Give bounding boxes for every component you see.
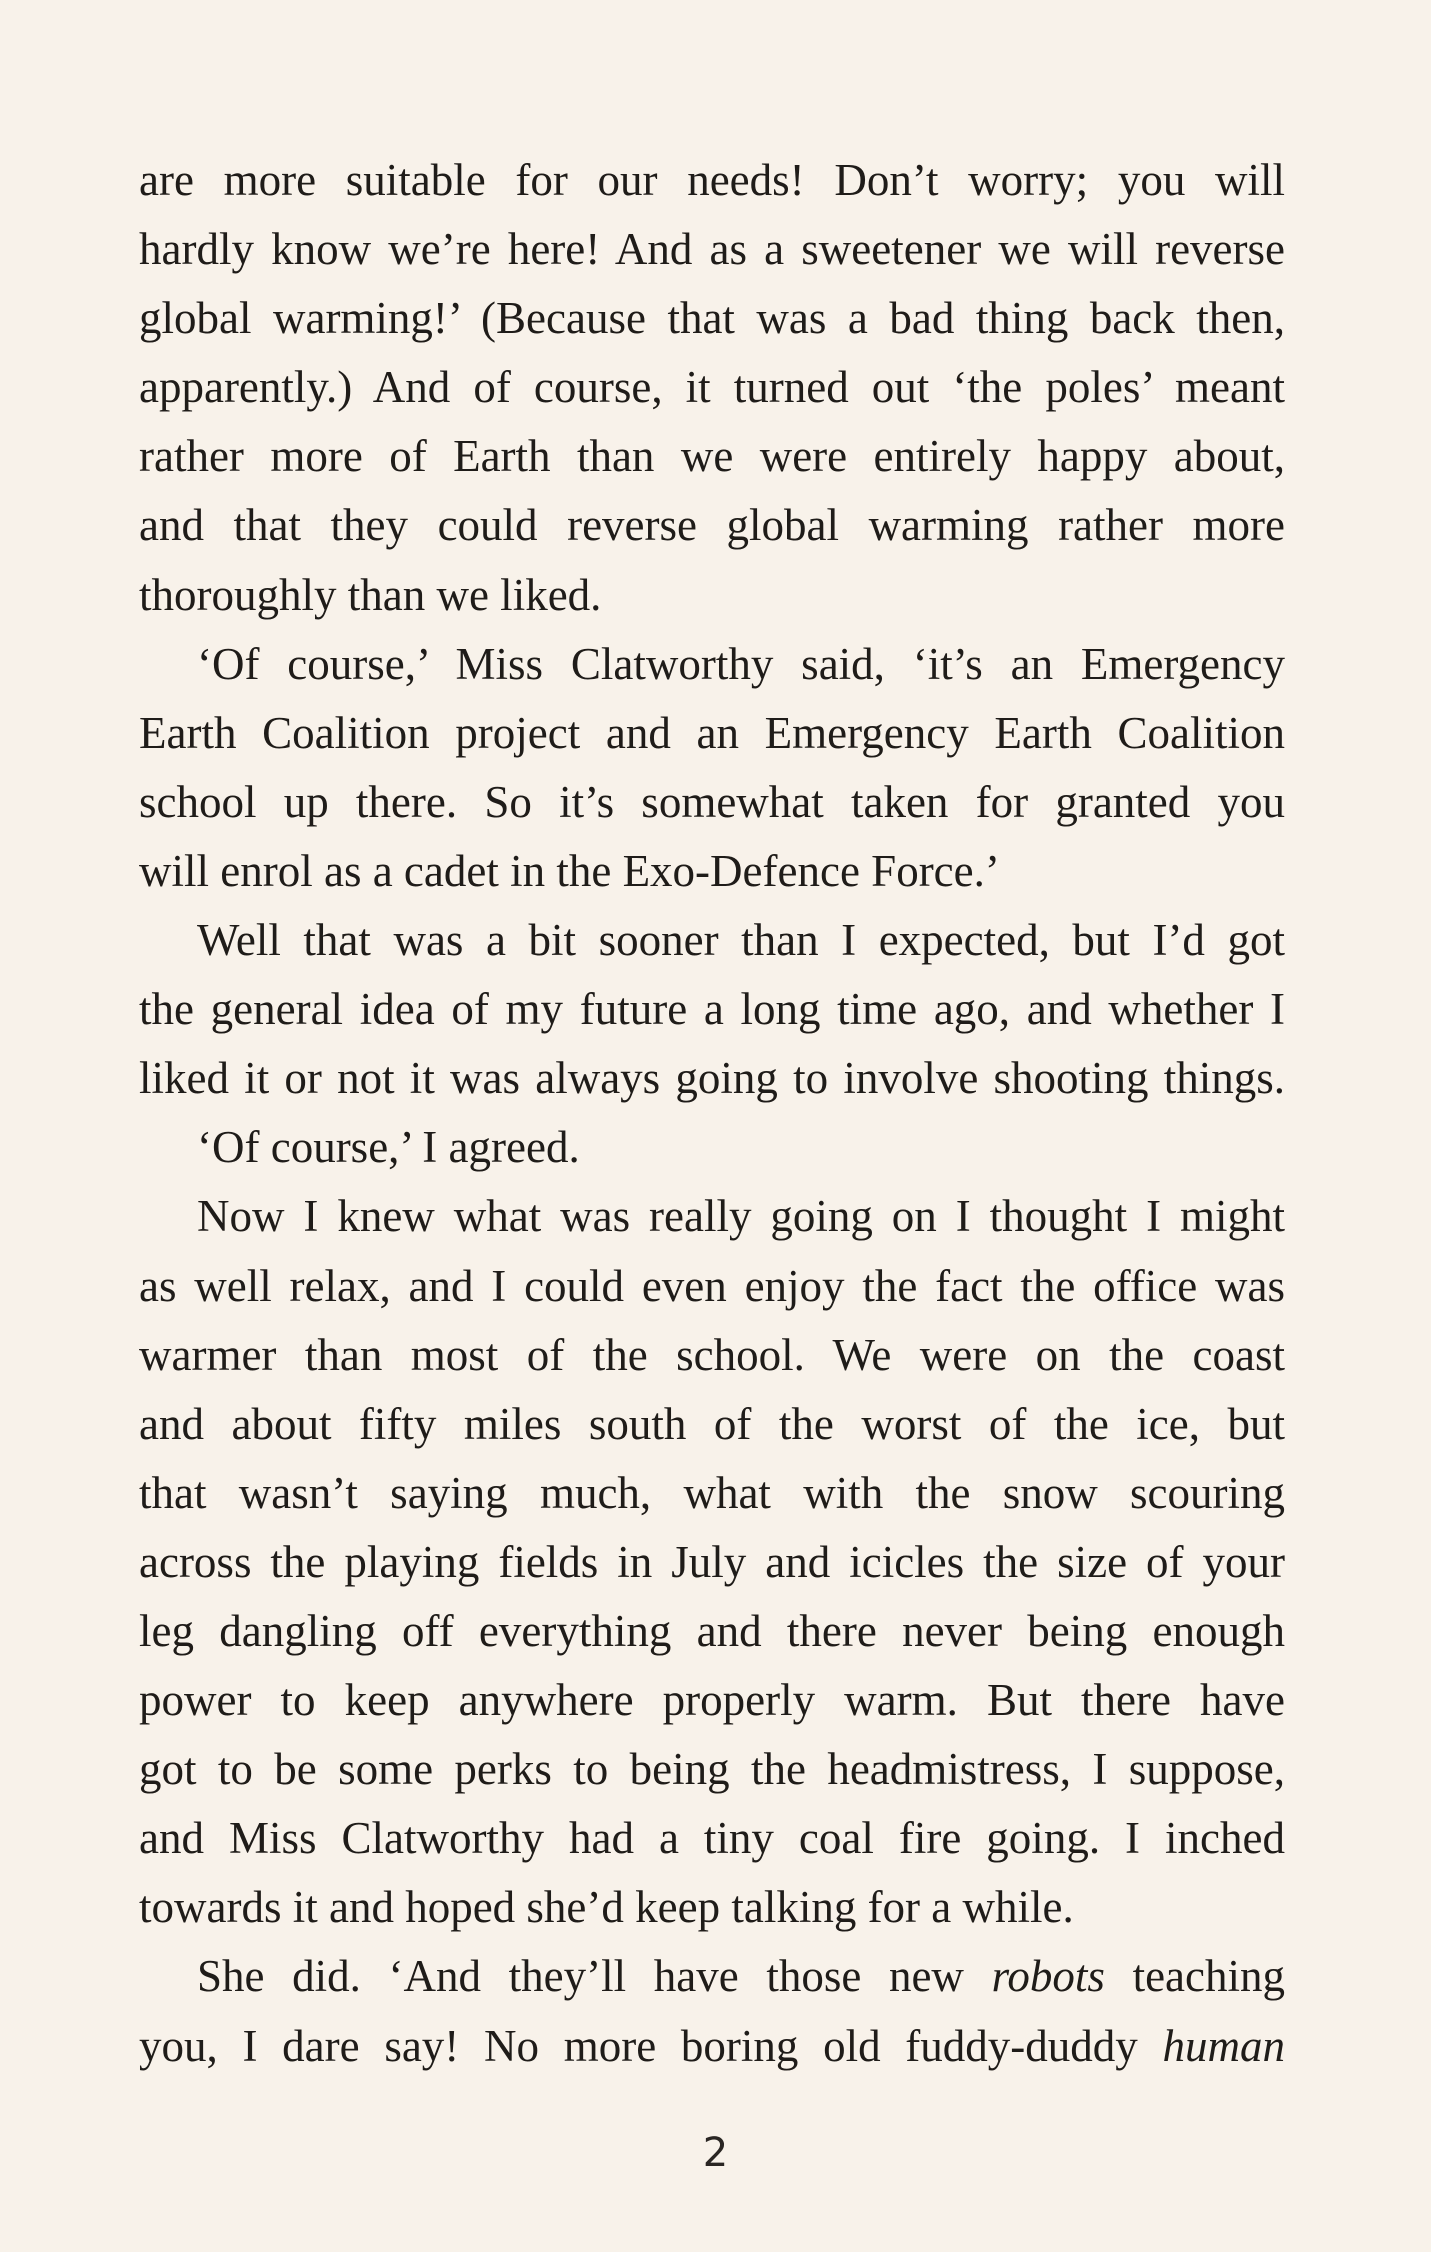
text-line: Well that was a bit sooner than I expected, but I’d got xyxy=(197,915,1285,966)
text-line xyxy=(139,2012,1285,2081)
text-line: hardly know we’re here! And as a sweetener we will reverse xyxy=(139,224,1285,275)
page-number: 2 xyxy=(702,2130,729,2176)
text-line: Now I knew what was really going on I thought I might xyxy=(197,1191,1285,1242)
text-line: will enrol as a cadet in the Exo-Defence Force.’ xyxy=(139,845,1000,896)
text-line: as well relax, and I could even enjoy the fact the office was xyxy=(139,1260,1285,1311)
text-line: school up there. So it’s somewhat taken for granted you xyxy=(139,776,1285,827)
text-line: and about fifty miles south of the worst of the ice, but xyxy=(139,1398,1285,1449)
text-line: across the playing fields in July and icicles the size of your xyxy=(139,1536,1285,1587)
text-line: leg dangling off everything and there never being enough xyxy=(139,1605,1285,1656)
body-text xyxy=(139,146,1285,2081)
text-line: warmer than most of the school. We were on the coast xyxy=(139,1329,1285,1380)
text-line: rather more of Earth than we were entirely happy about, xyxy=(139,431,1285,482)
text-line: power to keep anywhere properly warm. But there have xyxy=(139,1675,1285,1726)
text-line: that wasn’t saying much, what with the snow scouring xyxy=(139,1467,1285,1518)
text-line: towards it and hoped she’d keep talking for a while. xyxy=(139,1882,1074,1933)
text-fragment: She did. ‘And they’ll have those new xyxy=(197,1951,964,2002)
italic-word: robots xyxy=(991,1951,1105,2002)
text-line: Earth Coalition project and an Emergency Earth Coalition xyxy=(139,707,1285,758)
text-line xyxy=(139,1942,1285,2011)
text-line: thoroughly than we liked. xyxy=(139,569,602,620)
text-line: the general idea of my future a long time ago, and whether I xyxy=(139,984,1285,1035)
text-fragment: you, I dare say! No more boring old fuddy-duddy xyxy=(139,2020,1138,2071)
text-line: and that they could reverse global warming rather more xyxy=(139,500,1285,551)
text-line: and Miss Clatworthy had a tiny coal fire going. I inched xyxy=(139,1813,1285,1864)
text-line: ‘Of course,’ I agreed. xyxy=(197,1122,580,1173)
text-line: ‘Of course,’ Miss Clatworthy said, ‘it’s an Emergency xyxy=(197,638,1285,689)
text-line: global warming!’ (Because that was a bad thing back then, xyxy=(139,293,1285,344)
text-line: apparently.) And of course, it turned out ‘the poles’ meant xyxy=(139,362,1285,413)
text-line: are more suitable for our needs! Don’t worry; you will xyxy=(139,155,1285,205)
text-fragment: teaching xyxy=(1132,1951,1286,2002)
text-line: liked it or not it was always going to involve shooting things. xyxy=(139,1053,1285,1104)
text-line: got to be some perks to being the headmistress, I suppose, xyxy=(139,1744,1285,1795)
italic-word: human xyxy=(1162,2020,1285,2071)
